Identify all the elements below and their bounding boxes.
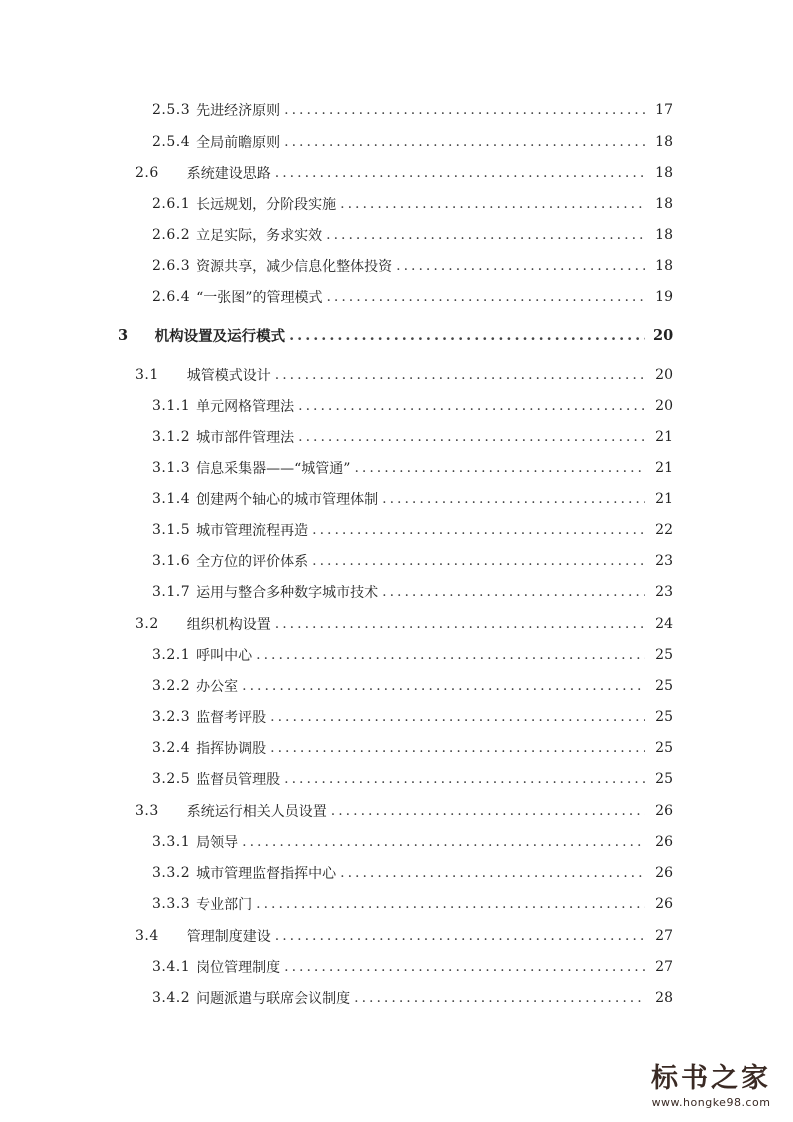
toc-entry-title: 运用与整合多种数字城市技术 <box>196 585 379 601</box>
toc-entry-title: 监督考评股 <box>196 710 267 726</box>
toc-entry-title: 先进经济原则 <box>196 103 281 119</box>
toc-leader-dots <box>242 678 645 694</box>
toc-entry-title: 长远规划，分阶段实施 <box>196 197 337 213</box>
toc-entry-title: 城市部件管理法 <box>196 430 295 446</box>
toc-entry-page: 17 <box>655 102 673 118</box>
toc-entry-number: 3.3.1 <box>152 834 191 850</box>
toc-entry[interactable] <box>0 674 793 698</box>
toc-entry-number: 3.1.4 <box>152 491 191 507</box>
toc-entry-page: 18 <box>655 227 673 243</box>
toc-entry[interactable] <box>0 456 793 480</box>
toc-entry-page: 25 <box>655 771 673 787</box>
toc-entry-number: 3.1.2 <box>152 429 191 445</box>
toc-entry-page: 21 <box>655 460 673 476</box>
toc-entry-number: 3.4.1 <box>152 959 191 975</box>
toc-entry-title: 岗位管理制度 <box>196 960 281 976</box>
toc-leader-dots <box>354 460 645 476</box>
toc-entry-number: 3.3.2 <box>152 865 191 881</box>
toc-leader-dots <box>312 553 645 569</box>
toc-leader-dots <box>270 709 645 725</box>
toc-leader-dots <box>326 289 645 305</box>
toc-entry-title: 城管模式设计 <box>186 368 271 384</box>
toc-entry-title: 机构设置及运行模式 <box>154 327 286 345</box>
toc-entry-number: 3.1.5 <box>152 522 191 538</box>
toc-leader-dots <box>354 990 645 1006</box>
toc-entry[interactable] <box>0 518 793 542</box>
toc-entry[interactable] <box>0 924 793 948</box>
toc-entry[interactable] <box>0 285 793 309</box>
toc-entry-number: 3.4.2 <box>152 990 191 1006</box>
toc-entry-title: 全局前瞻原则 <box>196 135 281 151</box>
toc-entry-page: 24 <box>655 616 673 632</box>
toc-leader-dots <box>284 771 645 787</box>
toc-entry-number: 2.6.1 <box>152 196 191 212</box>
toc-entry-page: 18 <box>655 196 673 212</box>
toc-entry-page: 25 <box>655 647 673 663</box>
toc-entry[interactable] <box>0 892 793 916</box>
toc-leader-dots <box>396 258 645 274</box>
toc-entry-title: 资源共享，减少信息化整体投资 <box>196 259 393 275</box>
toc-entry[interactable] <box>0 161 793 185</box>
toc-entry-page: 28 <box>655 990 673 1006</box>
toc-entry-number: 3.4 <box>135 928 159 944</box>
toc-entry[interactable] <box>0 736 793 760</box>
toc-entry-page: 26 <box>655 803 673 819</box>
toc-entry-page: 26 <box>655 896 673 912</box>
toc-leader-dots <box>256 896 645 912</box>
toc-entry-page: 26 <box>655 834 673 850</box>
toc-entry-title: 全方位的评价体系 <box>196 554 309 570</box>
toc-entry-number: 2.6.2 <box>152 227 191 243</box>
toc-entry-number: 2.5.4 <box>152 134 191 150</box>
toc-entry-page: 25 <box>655 678 673 694</box>
toc-leader-dots <box>331 803 645 819</box>
toc-leader-dots <box>270 740 645 756</box>
toc-entry-title: 创建两个轴心的城市管理体制 <box>196 492 379 508</box>
toc-entry-title: 指挥协调股 <box>196 741 267 757</box>
toc-entry-number: 3.2.4 <box>152 740 191 756</box>
watermark-brand: 标书之家 <box>651 1063 771 1094</box>
toc-entry-number: 2.6.4 <box>152 289 191 305</box>
toc-entry-title: 组织机构设置 <box>186 617 271 633</box>
toc-entry-page: 26 <box>655 865 673 881</box>
toc-entry-page: 27 <box>655 959 673 975</box>
toc-entry-number: 2.5.3 <box>152 102 191 118</box>
toc-entry-number: 3.1.6 <box>152 553 191 569</box>
toc-entry[interactable] <box>0 192 793 216</box>
toc-leader-dots <box>312 522 645 538</box>
toc-entry-page: 25 <box>655 740 673 756</box>
toc-entry[interactable] <box>0 612 793 636</box>
toc-leader-dots <box>284 959 645 975</box>
toc-entry-page: 23 <box>655 553 673 569</box>
toc-entry-page: 18 <box>655 134 673 150</box>
toc-entry-number: 3.1.7 <box>152 584 191 600</box>
toc-entry-number: 3.1.1 <box>152 398 191 414</box>
toc-entry[interactable] <box>0 254 793 278</box>
toc-entry-title: 信息采集器——“城管通” <box>196 461 351 477</box>
toc-entry-page: 21 <box>655 429 673 445</box>
toc-entry[interactable] <box>0 130 793 154</box>
toc-leader-dots <box>298 398 645 414</box>
toc-leader-dots <box>275 165 645 181</box>
toc-entry-title: 城市管理流程再造 <box>196 523 309 539</box>
toc-entry-page: 25 <box>655 709 673 725</box>
toc-leader-dots <box>382 584 645 600</box>
toc-entry[interactable] <box>0 425 793 449</box>
toc-entry[interactable] <box>0 487 793 511</box>
toc-entry[interactable] <box>0 955 793 979</box>
toc-entry-number: 3.3.3 <box>152 896 191 912</box>
toc-entry-page: 20 <box>655 398 673 414</box>
toc-entry[interactable] <box>0 767 793 791</box>
toc-leader-dots <box>284 134 645 150</box>
toc-entry-page: 20 <box>655 367 673 383</box>
toc-entry-title: 立足实际，务求实效 <box>196 228 323 244</box>
toc-entry-title: 专业部门 <box>196 897 253 913</box>
toc-entry-title: 问题派遣与联席会议制度 <box>196 991 351 1007</box>
toc-leader-dots <box>382 491 645 507</box>
toc-entry-title: 单元网格管理法 <box>196 399 295 415</box>
toc-entry[interactable] <box>0 861 793 885</box>
toc-entry-page: 20 <box>653 326 674 344</box>
toc-leader-dots <box>275 367 645 383</box>
toc-leader-dots <box>340 196 645 212</box>
toc-entry[interactable] <box>0 223 793 247</box>
toc-entry[interactable] <box>0 394 793 418</box>
toc-entry[interactable] <box>0 98 793 122</box>
toc-entry[interactable] <box>0 705 793 729</box>
toc-leader-dots <box>298 429 645 445</box>
toc-entry[interactable] <box>0 830 793 854</box>
toc-entry-page: 18 <box>655 165 673 181</box>
toc-entry[interactable] <box>0 363 793 387</box>
toc-leader-dots <box>242 834 645 850</box>
toc-entry-title: 系统运行相关人员设置 <box>186 804 327 820</box>
toc-entry-page: 27 <box>655 928 673 944</box>
toc-leader-dots <box>275 928 645 944</box>
toc-entry-title: 办公室 <box>196 679 239 695</box>
toc-entry[interactable] <box>0 580 793 604</box>
toc-entry-page: 21 <box>655 491 673 507</box>
toc-entry-number: 3 <box>118 326 129 344</box>
toc-entry-number: 3.3 <box>135 803 159 819</box>
toc-entry-number: 3.2 <box>135 616 159 632</box>
toc-leader-dots <box>326 227 645 243</box>
toc-entry-page: 19 <box>655 289 673 305</box>
toc-entry-page: 22 <box>655 522 673 538</box>
toc-leader-dots <box>256 647 645 663</box>
watermark-url: www.hongke98.com <box>651 1096 771 1109</box>
toc-entry-number: 3.2.2 <box>152 678 191 694</box>
toc-entry-number: 3.2.5 <box>152 771 191 787</box>
toc-entry-number: 3.2.1 <box>152 647 191 663</box>
toc-entry-title: 系统建设思路 <box>186 166 271 182</box>
toc-entry-title: 局领导 <box>196 835 239 851</box>
toc-entry[interactable] <box>0 323 793 347</box>
toc-entry-number: 2.6.3 <box>152 258 191 274</box>
toc-entry[interactable] <box>0 643 793 667</box>
toc-entry[interactable] <box>0 549 793 573</box>
toc-entry[interactable] <box>0 799 793 823</box>
toc-entry-number: 2.6 <box>135 165 159 181</box>
watermark-logo <box>636 1062 786 1118</box>
toc-leader-dots <box>340 865 645 881</box>
toc-entry-number: 3.1 <box>135 367 159 383</box>
toc-entry-title: 监督员管理股 <box>196 772 281 788</box>
toc-leader-dots <box>289 327 645 344</box>
toc-entry-page: 18 <box>655 258 673 274</box>
toc-entry-number: 3.2.3 <box>152 709 191 725</box>
toc-leader-dots <box>275 616 645 632</box>
toc-entry-title: 管理制度建设 <box>186 929 271 945</box>
toc-entry-title: 呼叫中心 <box>196 648 253 664</box>
toc-entry-title: 城市管理监督指挥中心 <box>196 866 337 882</box>
toc-entry-number: 3.1.3 <box>152 460 191 476</box>
toc-entry-page: 23 <box>655 584 673 600</box>
toc-leader-dots <box>284 102 645 118</box>
toc-entry[interactable] <box>0 986 793 1010</box>
toc-entry-title: “一张图”的管理模式 <box>196 290 323 306</box>
